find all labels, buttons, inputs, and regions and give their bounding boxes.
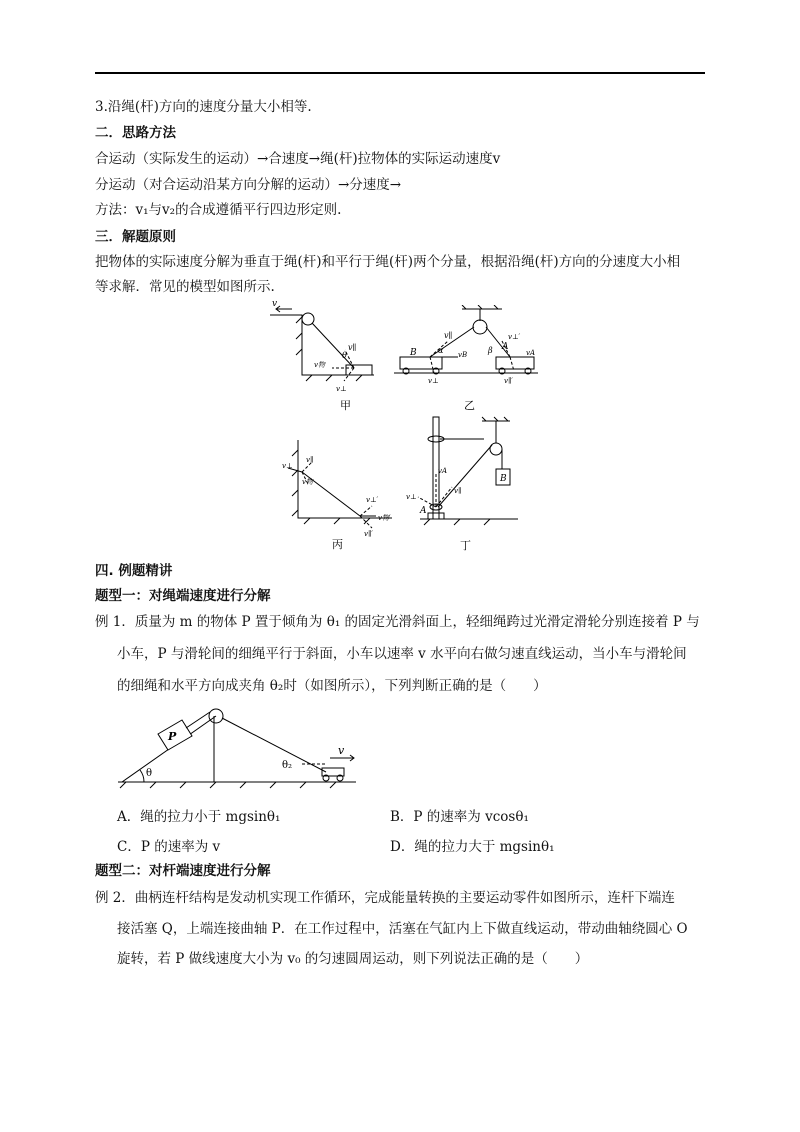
ding-B: B: [500, 474, 507, 484]
option-B[interactable]: B．P 的速率为 vcosθ₁: [390, 809, 529, 825]
ding-A: A: [420, 506, 427, 516]
figure-ding: [400, 415, 520, 552]
yi-caption: 乙: [464, 399, 475, 412]
ex1-line3: 的细绳和水平方向成夹角 θ₂时（如图所示），下列判断正确的是（ ）: [117, 678, 547, 694]
yi-v-par2: v∥′: [504, 377, 513, 385]
bing-v-par: v∥: [306, 456, 314, 464]
bing-v-obj: v物: [302, 478, 313, 486]
section-3-heading: 三．解题原则: [95, 229, 176, 245]
ex1-line1: 例 1．质量为 m 的物体 P 置于倾角为 θ₁ 的固定光滑斜面上，轻细绳跨过光滑定滑轮分别连接着 P 与: [95, 614, 700, 630]
jia-caption: 甲: [340, 399, 351, 412]
bing-v-par2: v∥′: [364, 530, 373, 538]
type1-heading: 题型一：对绳端速度进行分解: [95, 588, 271, 604]
option-C[interactable]: C．P 的速率为 v: [117, 839, 221, 855]
header-rule: [95, 72, 705, 74]
figure-yi: [392, 305, 542, 413]
ding-v-perp: v⊥: [406, 493, 417, 501]
top-text: 3.沿绳(杆)方向的速度分量大小相等.: [95, 99, 312, 115]
yi-B: B: [410, 348, 417, 358]
yi-vA: vA: [526, 349, 536, 357]
sec3-line1: 把物体的实际速度分解为垂直于绳(杆)和平行于绳(杆)两个分量，根据沿绳(杆)方向的分速度大小相: [95, 254, 681, 270]
jia-theta: θ: [342, 351, 347, 360]
yi-v-par: v∥: [444, 331, 453, 340]
figure-bing: [280, 440, 410, 552]
sec3-line2: 等求解．常见的模型如图所示.: [95, 279, 275, 295]
option-D[interactable]: D．绳的拉力大于 mgsinθ₁: [390, 839, 555, 855]
yi-v-perp2: v⊥′: [508, 333, 521, 341]
ex1-line2: 小车，P 与滑轮间的细绳平行于斜面，小车以速率 v 水平向右做匀速直线运动，当小车与滑轮间: [117, 646, 687, 662]
figure-jia: [262, 295, 387, 413]
yi-A: A: [502, 342, 509, 352]
yi-alpha: α: [438, 346, 444, 355]
section-2-heading: 二．思路方法: [95, 125, 176, 141]
bing-caption: 丙: [332, 538, 343, 551]
yi-vB: vB: [458, 351, 468, 359]
type2-heading: 题型二：对杆端速度进行分解: [95, 863, 271, 879]
yi-v-perp: v⊥: [428, 377, 439, 385]
option-A[interactable]: A．绳的拉力小于 mgsinθ₁: [117, 809, 281, 825]
sec2-line2: 分运动（对合运动沿某方向分解的运动）→分速度→: [95, 177, 402, 193]
yi-beta: β: [488, 346, 493, 355]
bing-v-obj2: v物′: [378, 514, 391, 522]
example1-figure: [112, 702, 362, 792]
ex1-label-theta1: θ: [146, 768, 153, 779]
sec2-line1: 合运动（实际发生的运动）→合速度→绳(杆)拉物体的实际运动速度v: [95, 151, 501, 167]
ex1-label-v: v: [338, 744, 345, 757]
ex1-label-P: P: [168, 730, 177, 743]
ding-caption: 丁: [460, 539, 471, 552]
jia-v-obj: v物: [314, 361, 325, 369]
sec2-line3: 方法：v₁与v₂的合成遵循平行四边形定则.: [95, 202, 342, 218]
ex2-line1: 例 2．曲柄连杆结构是发动机实现工作循环，完成能量转换的主要运动零件如图所示，连杆下端连: [95, 890, 675, 906]
ex1-label-theta2: θ₂: [282, 760, 293, 771]
ding-vA: vA: [438, 467, 448, 475]
ex2-line2: 接活塞 Q，上端连接曲轴 P．在工作过程中，活塞在气缸内上下做直线运动，带动曲轴绕圆心 O: [117, 921, 688, 937]
ding-v-par: v∥: [454, 487, 462, 495]
bing-v-perp2: v⊥′: [366, 496, 379, 504]
jia-v-perp: v⊥: [336, 385, 347, 393]
jia-v: v: [272, 299, 278, 309]
jia-v-par: v∥: [348, 343, 357, 352]
bing-v-perp: v⊥: [282, 462, 293, 470]
section-4-heading: 四. 例题精讲: [95, 563, 173, 579]
ex2-line3: 旋转，若 P 做线速度大小为 v₀ 的匀速圆周运动，则下列说法正确的是（ ）: [117, 951, 589, 967]
